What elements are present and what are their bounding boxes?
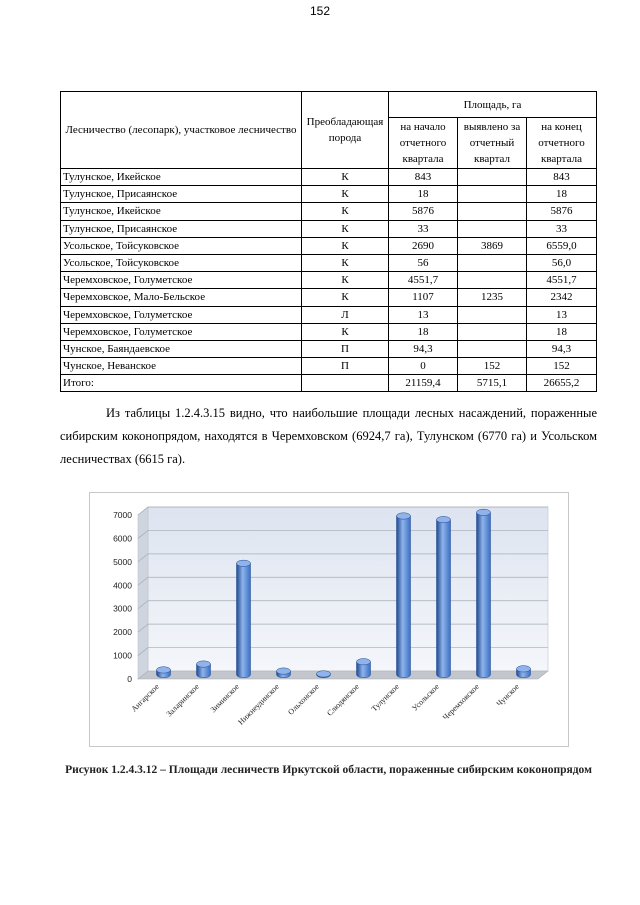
cell-forestry: Тулунское, Икейское (61, 203, 302, 220)
cell-species: К (302, 237, 389, 254)
x-category-label: Усольское (410, 682, 441, 713)
cell-area-start: 13 (389, 306, 458, 323)
table-row (61, 358, 597, 375)
cell-area-found (458, 169, 527, 186)
cell-forestry: Усольское, Тойсуковское (61, 237, 302, 254)
cell-forestry: Черемховское, Голуметское (61, 306, 302, 323)
cell-species: К (302, 272, 389, 289)
plot-side-wall (138, 507, 148, 679)
bar-cap (157, 667, 171, 673)
header-area-end: на конец отчетного квартала (527, 118, 597, 169)
cell-species: К (302, 254, 389, 271)
cell-forestry: Черемховское, Мало-Бельское (61, 289, 302, 306)
header-area-start: на начало отчетного квартала (389, 118, 458, 169)
y-tick-label: 0 (127, 674, 132, 684)
bar-body (477, 512, 491, 677)
cell-species: К (302, 186, 389, 203)
x-category-label: Ангарское (129, 682, 161, 714)
y-tick-label: 5000 (113, 556, 132, 567)
x-category-label: Слюдянское (325, 682, 361, 718)
x-category-label: Заларинское (164, 682, 201, 719)
bar-cap (397, 513, 411, 519)
x-category-label: Зиминское (208, 682, 241, 715)
cell-area-end: 4551,7 (527, 272, 597, 289)
y-tick-label: 6000 (113, 533, 132, 544)
cell-area-end: 13 (527, 306, 597, 323)
cell-area-end: 26655,2 (527, 375, 597, 392)
x-category-label: Тулунское (369, 682, 401, 714)
cell-forestry: Черемховское, Голуметское (61, 323, 302, 340)
cell-area-end: 152 (527, 358, 597, 375)
cell-area-start: 1107 (389, 289, 458, 306)
body-paragraph: Из таблицы 1.2.4.3.15 видно, что наибольшие площади лесных насаждений, пораженные сибирским коконопрядом, находятся в Черемховском (6924,7 га), Тулунском (6770 га) и Усольском лесничествах (6615 га). (60, 406, 597, 466)
table-total-row (61, 375, 597, 392)
cell-area-start: 18 (389, 186, 458, 203)
cell-species: П (302, 358, 389, 375)
cell-species: Л (302, 306, 389, 323)
forest-damage-table (60, 91, 597, 392)
chart-svg (90, 493, 568, 746)
table-row (61, 186, 597, 203)
cell-area-end: 56,0 (527, 254, 597, 271)
y-tick-label: 3000 (113, 603, 132, 614)
cell-area-found: 5715,1 (458, 375, 527, 392)
table-body (61, 169, 597, 392)
cell-area-end: 5876 (527, 203, 597, 220)
cell-area-found (458, 203, 527, 220)
cell-forestry: Чунское, Баяндаевское (61, 340, 302, 357)
bar-body (237, 563, 251, 677)
cell-area-start: 94,3 (389, 340, 458, 357)
cell-area-found: 152 (458, 358, 527, 375)
cell-area-end: 94,3 (527, 340, 597, 357)
cell-forestry: Итого: (61, 375, 302, 392)
bar-chart (89, 492, 569, 747)
cell-species: К (302, 220, 389, 237)
header-forestry: Лесничество (лесопарк), участковое лесничество (61, 92, 302, 169)
header-species: Преобладающая порода (302, 92, 389, 169)
table-row (61, 169, 597, 186)
cell-species (302, 375, 389, 392)
cell-area-found (458, 340, 527, 357)
cell-area-found: 1235 (458, 289, 527, 306)
y-tick-label: 1000 (113, 650, 132, 661)
bar-cap (437, 516, 451, 522)
cell-area-start: 4551,7 (389, 272, 458, 289)
cell-area-start: 56 (389, 254, 458, 271)
cell-forestry: Черемховское, Голуметское (61, 272, 302, 289)
cell-forestry: Усольское, Тойсуковское (61, 254, 302, 271)
table-row (61, 254, 597, 271)
cell-species: К (302, 289, 389, 306)
cell-area-found (458, 220, 527, 237)
cell-area-found: 3869 (458, 237, 527, 254)
x-category-label: Нижнеудинское (236, 682, 281, 727)
cell-area-start: 21159,4 (389, 375, 458, 392)
page-number: 152 (309, 4, 331, 18)
table-row (61, 237, 597, 254)
cell-area-start: 18 (389, 323, 458, 340)
table-row (61, 289, 597, 306)
cell-forestry: Тулунское, Икейское (61, 169, 302, 186)
cell-area-found (458, 186, 527, 203)
x-category-label: Чунское (494, 682, 521, 709)
cell-area-found (458, 272, 527, 289)
cell-forestry: Тулунское, Присаянское (61, 220, 302, 237)
bar-cap (517, 666, 531, 672)
cell-species: К (302, 203, 389, 220)
figure-caption: Рисунок 1.2.4.3.12 – Площади лесничеств Иркутской области, пораженные сибирским коконопрядом (65, 764, 592, 776)
cell-species: П (302, 340, 389, 357)
y-tick-label: 7000 (113, 510, 132, 520)
header-area-group: Площадь, га (389, 92, 597, 118)
table-row (61, 306, 597, 323)
bar-cap (477, 509, 491, 515)
table-row (61, 340, 597, 357)
cell-area-end: 18 (527, 186, 597, 203)
bar-cap (277, 668, 291, 674)
cell-area-start: 2690 (389, 237, 458, 254)
cell-species: К (302, 323, 389, 340)
cell-area-end: 6559,0 (527, 237, 597, 254)
bar-cap (237, 560, 251, 566)
cell-area-found (458, 254, 527, 271)
cell-area-end: 843 (527, 169, 597, 186)
cell-area-start: 0 (389, 358, 458, 375)
cell-area-end: 18 (527, 323, 597, 340)
table-row (61, 323, 597, 340)
x-category-label: Ольхонское (286, 682, 321, 717)
bar-body (397, 516, 411, 678)
table-row (61, 220, 597, 237)
cell-forestry: Тулунское, Присаянское (61, 186, 302, 203)
cell-area-start: 843 (389, 169, 458, 186)
cell-area-end: 2342 (527, 289, 597, 306)
cell-forestry: Чунское, Неванское (61, 358, 302, 375)
table-row (61, 203, 597, 220)
x-category-label: Черемховское (440, 682, 481, 722)
y-tick-label: 4000 (113, 580, 132, 591)
bar-cap (357, 659, 371, 665)
cell-area-start: 5876 (389, 203, 458, 220)
bar-cap (197, 661, 211, 667)
y-tick-label: 2000 (113, 627, 132, 638)
cell-area-found (458, 323, 527, 340)
cell-species: К (302, 169, 389, 186)
cell-area-found (458, 306, 527, 323)
bar-body (437, 520, 451, 678)
cell-area-start: 33 (389, 220, 458, 237)
header-area-found: выявлено за отчетный квартал (458, 118, 527, 169)
bar-cap (317, 671, 331, 677)
table-row (61, 272, 597, 289)
cell-area-end: 33 (527, 220, 597, 237)
